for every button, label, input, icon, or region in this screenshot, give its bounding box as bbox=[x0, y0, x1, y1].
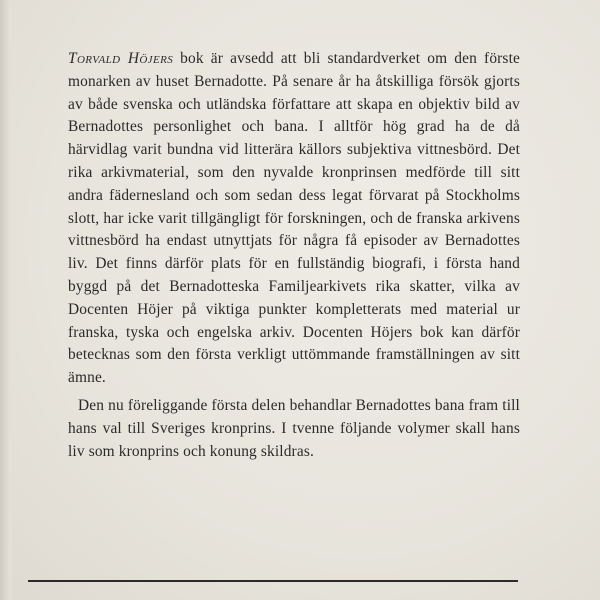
page-edge bbox=[0, 0, 14, 600]
body-text bbox=[68, 48, 520, 463]
paragraph-1 bbox=[68, 48, 520, 390]
horizontal-rule bbox=[28, 580, 518, 582]
author-name: Torvald Höjers bbox=[68, 50, 174, 67]
paragraph-2: Den nu föreliggande första delen behandlar Bernadottes bana fram till hans val till Sveriges kronprins. I tvenne följande volymer skall hans liv som kronprins och konung skildras. bbox=[68, 396, 520, 460]
paragraph-1-text: bok är avsedd att bli standardverket om den förste monarken av huset Bernadotte. På senare år ha åtskilliga försök gjorts av både svenska och utländska författare att skapa en objektiv bild av Bernadottes personlighet och bana. I alltför hög grad ha de då härvidlag varit bundna vid litterära källors subjektiva vittnesbörd. Det rika arkivmaterial, som den nyvalde kronprinsen medförde till sitt andra fädernesland och som sedan dess legat förvarat på Stockholms slott, har icke varit tillgängligt för forskningen, och de franska arkivens vittnesbörd ha endast utnyttjats för några få episoder av Bernadottes liv. Det finns därför plats för en fullständig biografi, i första hand byggd på det Bernadotteska Familjearkivets rika skatter, vilka av Docenten Höjer på viktiga punkter kompletterats med material ur franska, tyska och engelska arkiv. Docenten Höjers bok kan därför betecknas som den första verkligt uttömmande framställningen av sitt ämne. bbox=[68, 50, 520, 387]
